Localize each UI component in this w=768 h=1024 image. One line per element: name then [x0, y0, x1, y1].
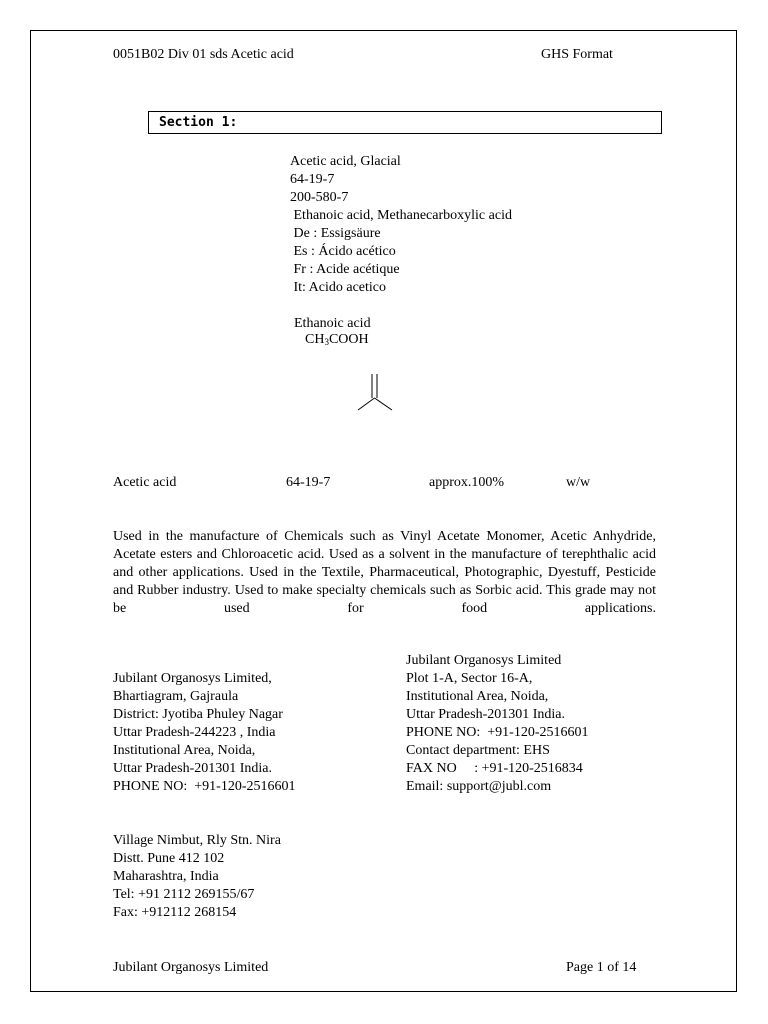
- address-line: Institutional Area, Noida,: [113, 743, 256, 758]
- address-phone: PHONE NO: +91-120-2516601: [113, 779, 296, 794]
- section-heading-box: [148, 111, 662, 134]
- email-address: Email: support@jubl.com: [406, 779, 552, 794]
- iupac-name: Ethanoic acid: [294, 316, 371, 331]
- contact-department: Contact department: EHS: [406, 743, 550, 758]
- chemical-formula: $CH_3COOH$: [305, 332, 369, 347]
- uses-paragraph: Used in the manufacture of Chemicals such as Vinyl Acetate Monomer, Acetic Anhydride, Acetate esters and Chloroacetic acid. Used as a solvent in the manufacture of terephthalic acid and other applications. Used in the Textile, Pharmaceutical, Photographic, Dyestuff, Pesticide and Rubber industry. Used to make specialty chemicals such as Sorbic acid. This grade may not be used for food applications.: [113, 529, 656, 616]
- address-line: Distt. Pune 412 102: [113, 851, 225, 866]
- structural-formula-icon: [350, 370, 400, 414]
- address-line: Uttar Pradesh-201301 India.: [113, 761, 273, 776]
- section-title: Section 1:: [159, 115, 238, 130]
- doc-format: GHS Format: [541, 47, 613, 62]
- address-tel: Tel: +91 2112 269155/67: [113, 887, 255, 902]
- component-cas: 64-19-7: [286, 475, 331, 490]
- address-line: District: Jyotiba Phuley Nagar: [113, 707, 283, 722]
- footer-company: Jubilant Organosys Limited: [113, 960, 269, 975]
- address-line: Uttar Pradesh-244223 , India: [113, 725, 276, 740]
- address-right: [406, 652, 589, 796]
- product-name: Acetic acid, Glacial: [290, 154, 401, 169]
- name-german: De : Essigsäure: [290, 226, 381, 241]
- address-fax: Fax: +912112 268154: [113, 905, 237, 920]
- address-line: Bhartiagram, Gajraula: [113, 689, 239, 704]
- address-line: Jubilant Organosys Limited,: [113, 671, 272, 686]
- address-line: Jubilant Organosys Limited: [406, 653, 562, 668]
- page-number: Page 1 of 14: [566, 960, 637, 975]
- ec-number: 200-580-7: [290, 190, 349, 205]
- address-line: Uttar Pradesh-201301 India.: [406, 707, 566, 722]
- component-name: Acetic acid: [113, 475, 177, 490]
- component-concentration: approx.100%: [429, 475, 505, 490]
- name-spanish: Es : Ácido acético: [290, 244, 396, 259]
- address-fax: FAX NO : +91-120-2516834: [406, 761, 583, 776]
- cas-number: 64-19-7: [290, 172, 335, 187]
- component-unit: w/w: [566, 475, 591, 490]
- address-left: [113, 670, 296, 796]
- name-french: Fr : Acide acétique: [290, 262, 400, 277]
- address-line: Maharashtra, India: [113, 869, 219, 884]
- synonyms: Ethanoic acid, Methanecarboxylic acid: [290, 208, 512, 223]
- name-italian: It: Acido acetico: [290, 280, 387, 295]
- address-line: Institutional Area, Noida,: [406, 689, 549, 704]
- doc-id: 0051B02 Div 01 sds Acetic acid: [113, 47, 294, 62]
- address-line: Plot 1-A, Sector 16-A,: [406, 671, 533, 686]
- address-phone: PHONE NO: +91-120-2516601: [406, 725, 589, 740]
- address-plant: [113, 832, 281, 922]
- address-line: Village Nimbut, Rly Stn. Nira: [113, 833, 281, 848]
- identification-block: [290, 153, 512, 297]
